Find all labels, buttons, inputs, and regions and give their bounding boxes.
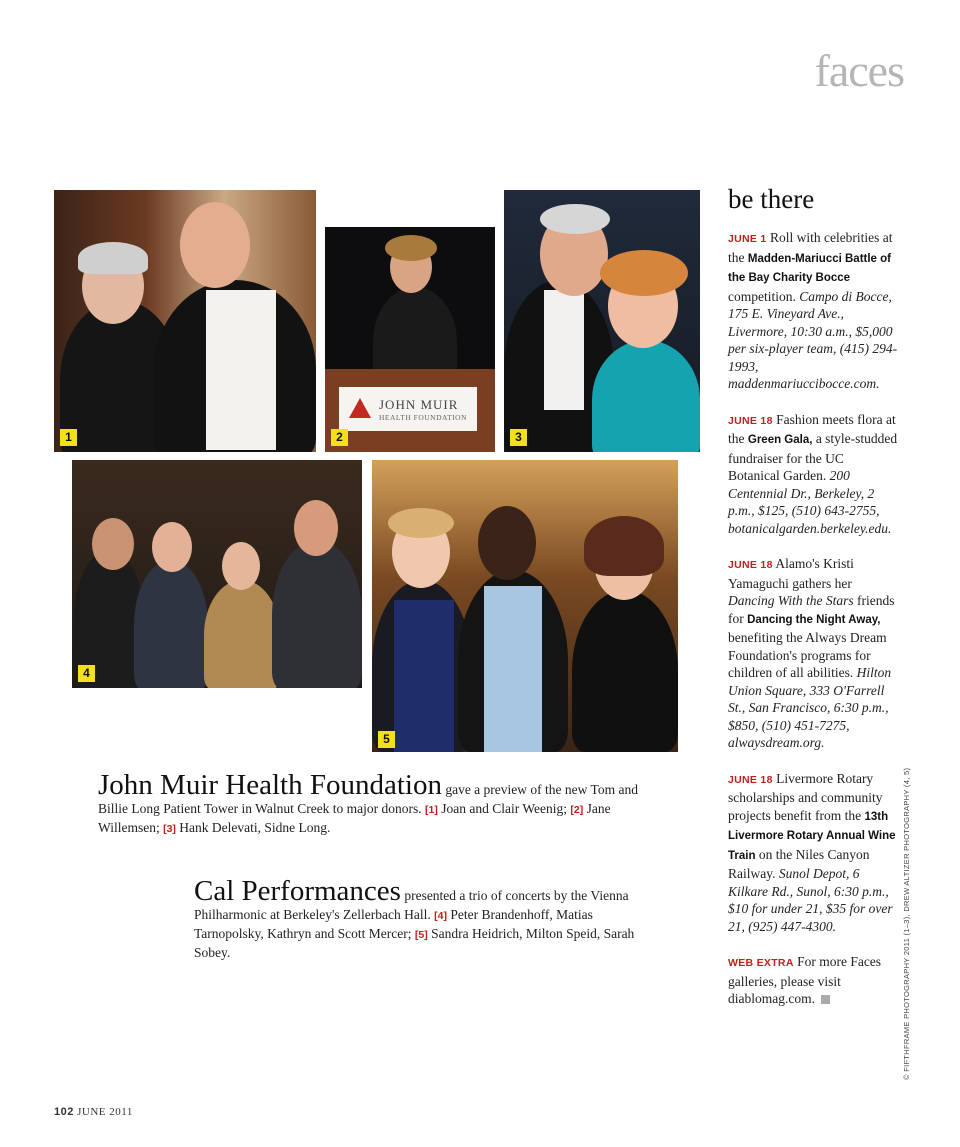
be-there-column bbox=[728, 184, 898, 1026]
foundation-logo-icon bbox=[349, 398, 371, 418]
event-date: JUNE 18 bbox=[728, 773, 773, 786]
event-after: benefiting the Always Dream Foundation's programs for children of all abilities. bbox=[728, 630, 887, 680]
event-details: Sunol Depot, 6 Kilkare Rd., Sunol, 6:30 p.m., $10 for under 21, $35 for over 21, (925) 447-4300. bbox=[728, 866, 893, 934]
photo-2 bbox=[325, 227, 495, 452]
podium-sign-line1: JOHN MUIR bbox=[379, 397, 459, 412]
event-lead-italic: Dancing With the Stars bbox=[728, 593, 854, 608]
event-after: a style-studded fundraiser for the UC Botanical Garden. bbox=[728, 431, 898, 483]
caption-item-number: [3] bbox=[163, 823, 176, 835]
section-label: faces bbox=[814, 45, 904, 96]
caption-item-number: [2] bbox=[570, 804, 584, 816]
event-date: WEB EXTRA bbox=[728, 957, 794, 969]
event-after: competition. bbox=[728, 288, 796, 304]
event-item-web-extra bbox=[728, 953, 898, 1008]
photo-number-badge: 3 bbox=[510, 429, 527, 446]
event-lead: For more Faces galleries, please visit diablomag.com. bbox=[728, 954, 882, 1006]
photo-1 bbox=[54, 190, 316, 452]
caption-text: presented a trio of concerts by the Vienna Philharmonic at Berkeley's Zellerbach Hall. bbox=[194, 888, 629, 922]
caption-item-names: Peter Brandenhoff, Matias Tarnopolsky, Kathryn and Scott Mercer; bbox=[194, 907, 593, 941]
event-lead: Livermore Rotary scholarships and community projects benefit from the bbox=[728, 770, 883, 823]
event-item bbox=[728, 229, 898, 393]
event-lead: Fashion meets flora at the bbox=[728, 411, 896, 446]
caption-headline: John Muir Health Foundation bbox=[98, 769, 442, 801]
event-date: JUNE 18 bbox=[728, 414, 773, 427]
event-item bbox=[728, 411, 898, 538]
issue-date: JUNE 2011 bbox=[77, 1106, 133, 1118]
event-name: Dancing the Night Away, bbox=[747, 613, 881, 626]
photo-number-badge: 2 bbox=[331, 429, 348, 446]
event-name: 13th Livermore Rotary Annual Wine Train bbox=[728, 810, 896, 862]
event-lead-2: friends for bbox=[728, 593, 895, 626]
event-details: Hilton Union Square, 333 O'Farrell St., San Francisco, 6:30 p.m., $850, (510) 451-7275, alwaysdream.org. bbox=[728, 665, 892, 750]
caption-item-names: Sandra Heidrich, Milton Speid, Sarah Sobey. bbox=[194, 926, 635, 960]
photo-number-badge: 4 bbox=[78, 665, 95, 682]
caption-john-muir bbox=[98, 770, 638, 838]
event-details: 200 Centennial Dr., Berkeley, 2 p.m., $125, (510) 643-2755, botanicalgarden.berkeley.edu. bbox=[728, 468, 892, 536]
event-name: Green Gala, bbox=[747, 434, 813, 446]
podium-sign-line2: HEALTH FOUNDATION bbox=[379, 413, 468, 422]
event-date: JUNE 1 bbox=[728, 233, 767, 245]
caption-item-number: [5] bbox=[414, 929, 428, 941]
podium-sign bbox=[339, 387, 477, 431]
photo-number-badge: 1 bbox=[60, 429, 77, 446]
caption-text: gave a preview of the new Tom and Billie Long Patient Tower in Walnut Creek to major donors. bbox=[98, 782, 638, 816]
event-lead: Roll with celebrities at the bbox=[728, 230, 893, 265]
event-item bbox=[728, 555, 898, 752]
event-after: on the Niles Canyon Railway. bbox=[728, 846, 870, 881]
photo-4 bbox=[72, 460, 362, 688]
event-lead: Alamo's Kristi Yamaguchi gathers her bbox=[728, 556, 854, 591]
folio bbox=[54, 1106, 133, 1118]
event-details: Campo di Bocce, 175 E. Vineyard Ave., Livermore, 10:30 a.m., $5,000 per six-player team, (415) 294-1993, maddenmariuccibocce.com. bbox=[728, 288, 898, 391]
photo-3 bbox=[504, 190, 700, 452]
caption-item-number: [1] bbox=[425, 804, 438, 816]
caption-headline: Cal Performances bbox=[194, 875, 401, 907]
event-name: Madden-Mariucci Battle of the Bay Charity Bocce bbox=[728, 252, 892, 284]
photo-number-badge: 5 bbox=[378, 731, 395, 748]
end-mark-icon bbox=[821, 995, 830, 1004]
event-date: JUNE 18 bbox=[728, 559, 773, 571]
page-number: 102 bbox=[54, 1106, 74, 1118]
caption-cal-performances bbox=[194, 876, 654, 961]
be-there-title: be there bbox=[728, 184, 815, 214]
event-item bbox=[728, 770, 898, 936]
caption-item-number: [4] bbox=[434, 910, 447, 922]
caption-item-names: Joan and Clair Weenig; bbox=[441, 801, 568, 816]
caption-item-names: Jane Willemsen; bbox=[98, 801, 611, 835]
photo-credit: © FIFTHFRAME PHOTOGRAPHY 2011 (1–3), DREW ALTIZER PHOTOGRAPHY (4, 5) bbox=[902, 767, 911, 1080]
photo-5 bbox=[372, 460, 678, 752]
caption-item-names: Hank Delevati, Sidne Long. bbox=[179, 820, 331, 835]
